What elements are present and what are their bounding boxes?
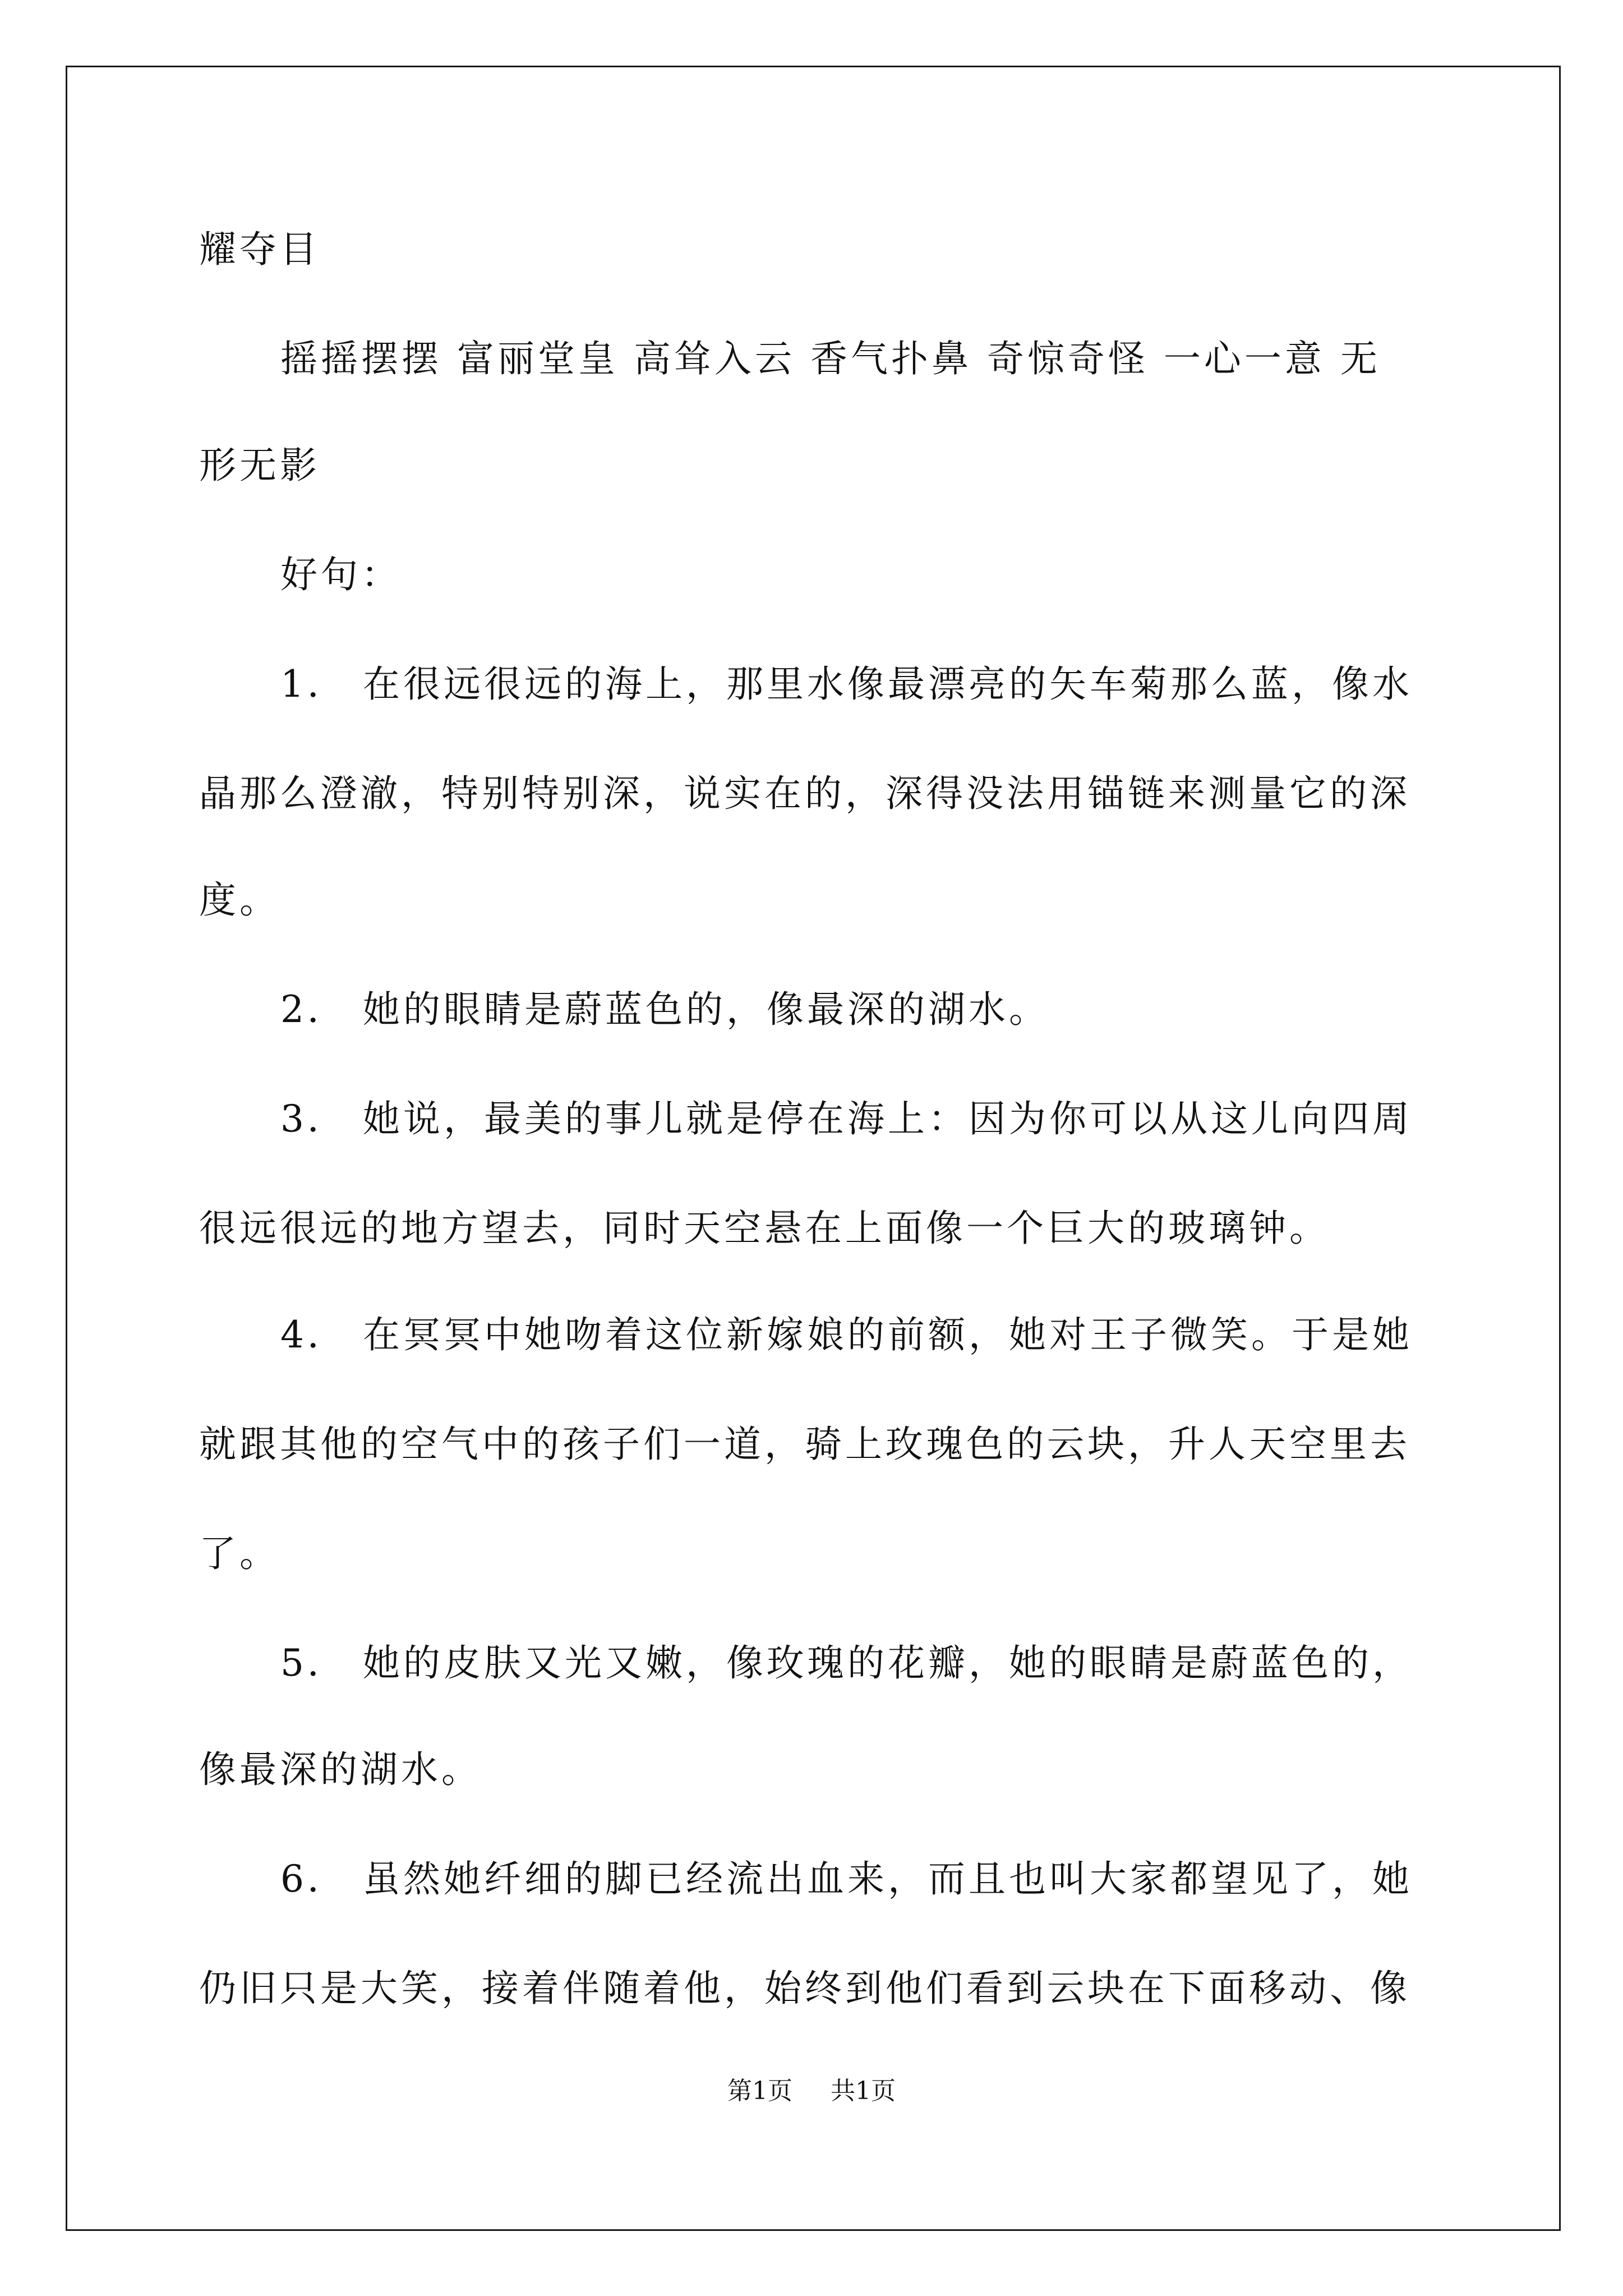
text-line-3: 形无影 xyxy=(199,444,320,487)
text-line-1: 耀夺目 xyxy=(199,228,320,271)
text-line-10: 很远很远的地方望去，同时天空悬在上面像一个巨大的玻璃钟。 xyxy=(199,1207,1330,1250)
text-line-15: 像最深的湖水。 xyxy=(199,1748,482,1791)
text-line-17: 仍旧只是大笑，接着伴随着他，始终到他们看到云块在下面移动、像 xyxy=(199,1967,1410,2010)
text-line-5: 1． 在很远很远的海上，那里水像最漂亮的矢车菊那么蓝，像水 xyxy=(280,662,1413,706)
text-line-2: 摇摇摆摆 富丽堂皇 高耸入云 香气扑鼻 奇惊奇怪 一心一意 无 xyxy=(280,337,1381,380)
text-line-7: 度。 xyxy=(199,878,280,922)
text-line-11: 4． 在冥冥中她吻着这位新嫁娘的前额，她对王子微笑。于是她 xyxy=(280,1313,1413,1356)
text-line-14: 5． 她的皮肤又光又嫩，像玫瑰的花瓣，她的眼睛是蔚蓝色的， xyxy=(280,1641,1413,1685)
text-line-9: 3． 她说，最美的事儿就是停在海上：因为你可以从这儿向四周 xyxy=(280,1097,1413,1140)
text-line-13: 了。 xyxy=(199,1532,280,1575)
page-number-current: 第1页 xyxy=(727,2077,792,2105)
text-line-16: 6． 虽然她纤细的脚已经流出血来，而且也叫大家都望见了，她 xyxy=(280,1857,1413,1901)
text-line-4: 好句： xyxy=(280,553,402,596)
page-number-total: 共1页 xyxy=(831,2077,896,2105)
text-line-8: 2． 她的眼睛是蔚蓝色的，像最深的湖水。 xyxy=(280,988,1049,1031)
page-border xyxy=(66,66,1561,2231)
text-line-12: 就跟其他的空气中的孩子们一道，骑上玫瑰色的云块，升人天空里去 xyxy=(199,1423,1410,1466)
page-footer xyxy=(0,2076,1623,2107)
text-line-6: 晶那么澄澈，特别特别深，说实在的，深得没法用锚链来测量它的深 xyxy=(199,772,1410,815)
